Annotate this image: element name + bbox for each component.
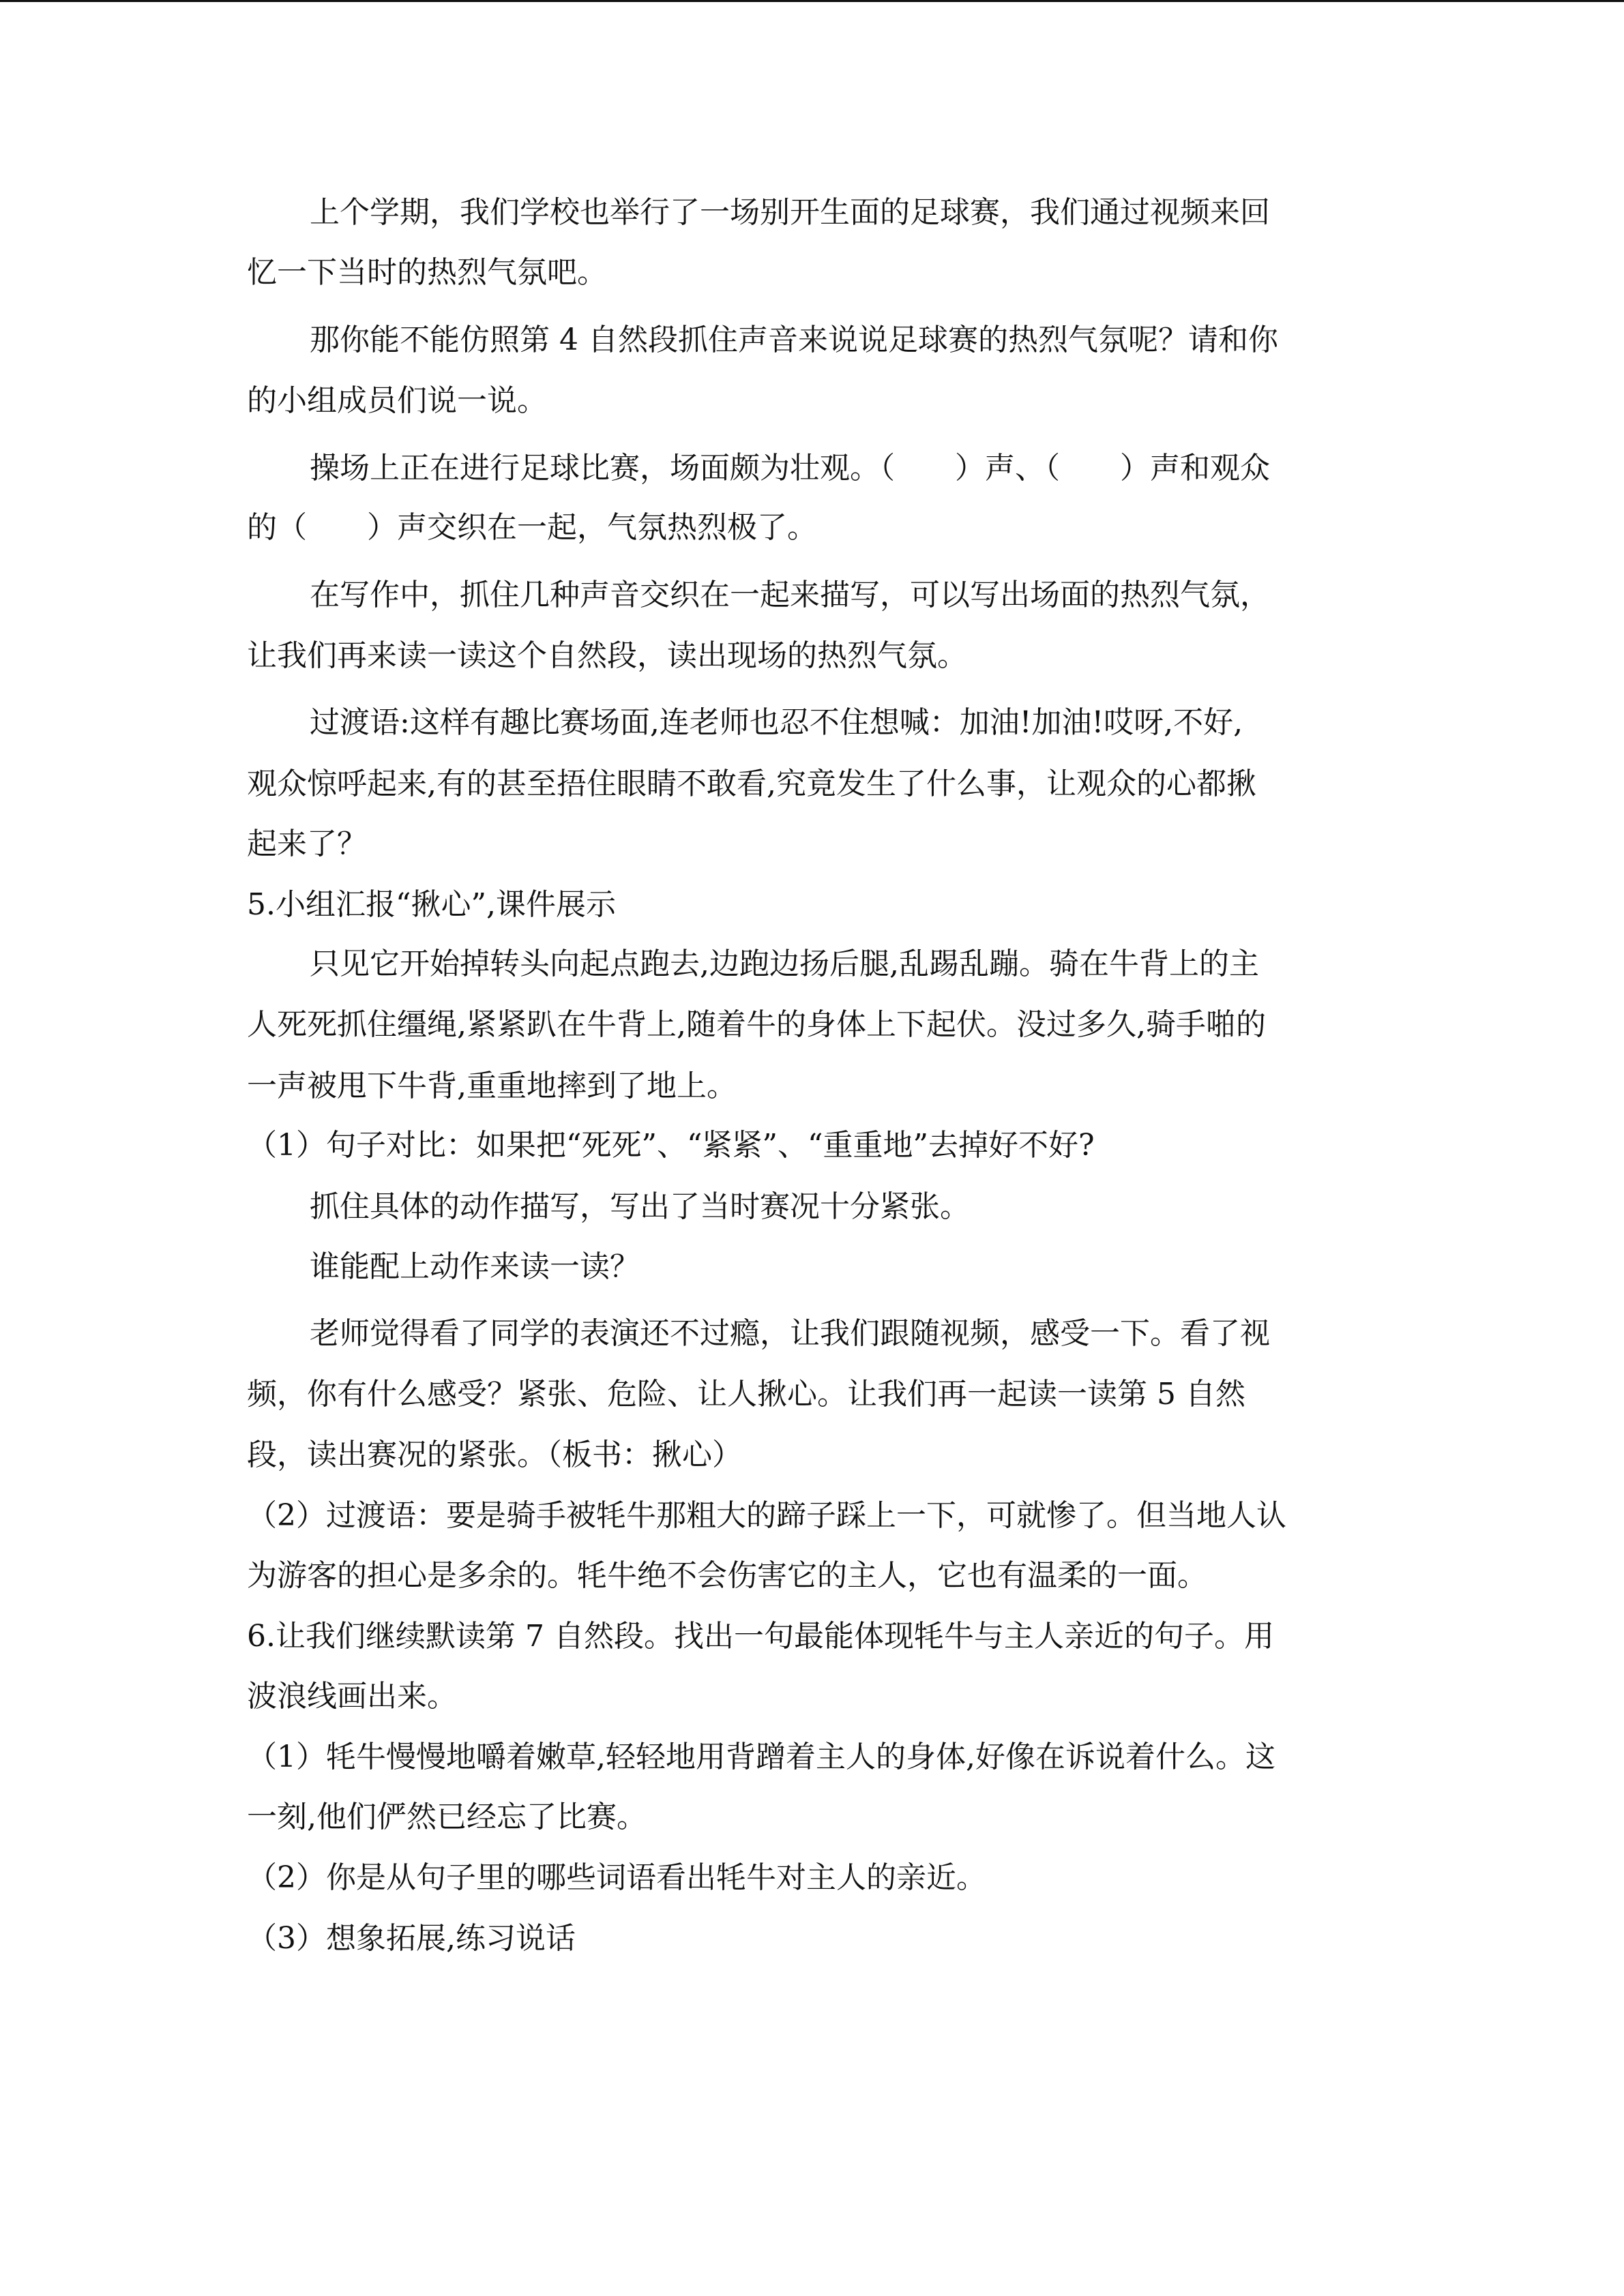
text-line: 人死死抓住缰绳,紧紧趴在牛背上,随着牛的身体上下起伏。没过多久,骑手啪的 xyxy=(247,1007,1266,1042)
list-item: （1）牦牛慢慢地嚼着嫩草,轻轻地用背蹭着主人的身体,好像在诉说着什么。这 xyxy=(247,1740,1275,1774)
list-item: （2）过渡语：要是骑手被牦牛那粗大的蹄子踩上一下，可就惨了。但当地人认 xyxy=(247,1498,1286,1533)
text-line: 上个学期，我们学校也举行了一场别开生面的足球赛，我们通过视频来回 xyxy=(310,195,1270,230)
text-line: 的（ ）声交织在一起，气氛热烈极了。 xyxy=(247,510,817,545)
text-line: 一声被甩下牛背,重重地摔到了地上。 xyxy=(247,1069,737,1103)
list-item: （1）句子对比：如果把“死死”、“紧紧”、“重重地”去掉好不好? xyxy=(247,1128,1095,1163)
text-line: 起来了？ xyxy=(247,826,367,861)
text-line: 为游客的担心是多余的。牦牛绝不会伤害它的主人，它也有温柔的一面。 xyxy=(247,1558,1207,1593)
section-heading: 6.让我们继续默读第 7 自然段。找出一句最能体现牦牛与主人亲近的句子。用 xyxy=(247,1619,1274,1654)
text-line: 抓住具体的动作描写，写出了当时赛况十分紧张。 xyxy=(310,1189,970,1224)
text-line: 忆一下当时的热烈气氛吧。 xyxy=(247,255,607,290)
section-heading: 5.小组汇报“揪心”,课件展示 xyxy=(247,887,616,922)
top-border-line xyxy=(0,0,1624,2)
text-line: 观众惊呼起来,有的甚至捂住眼睛不敢看,究竟发生了什么事，让观众的心都揪 xyxy=(247,766,1256,801)
text-line: 让我们再来读一读这个自然段，读出现场的热烈气氛。 xyxy=(247,638,967,673)
text-line: 一刻,他们俨然已经忘了比赛。 xyxy=(247,1800,647,1834)
text-line: 的小组成员们说一说。 xyxy=(247,383,547,418)
text-line: 在写作中，抓住几种声音交织在一起来描写，可以写出场面的热烈气氛， xyxy=(310,578,1270,612)
text-line: 老师觉得看了同学的表演还不过瘾，让我们跟随视频，感受一下。看了视 xyxy=(310,1316,1270,1351)
text-line: 过渡语:这样有趣比赛场面,连老师也忍不住想喊：加油!加油!哎呀,不好, xyxy=(310,705,1243,740)
text-line: 谁能配上动作来读一读？ xyxy=(310,1249,640,1284)
text-line: 波浪线画出来。 xyxy=(247,1679,457,1714)
list-item: （3）想象拓展,练习说话 xyxy=(247,1921,576,1956)
text-line: 段，读出赛况的紧张。（板书：揪心） xyxy=(247,1437,742,1472)
text-line: 操场上正在进行足球比赛，场面颇为壮观。（ ）声、（ ）声和观众 xyxy=(310,451,1270,486)
text-line: 频，你有什么感受？紧张、危险、让人揪心。让我们再一起读一读第 5 自然 xyxy=(247,1377,1245,1412)
text-line: 只见它开始掉转头向起点跑去,边跑边扬后腿,乱踢乱蹦。骑在牛背上的主 xyxy=(310,946,1259,981)
text-line: 那你能不能仿照第 4 自然段抓住声音来说说足球赛的热烈气氛呢？请和你 xyxy=(310,323,1278,357)
list-item: （2）你是从句子里的哪些词语看出牦牛对主人的亲近。 xyxy=(247,1860,986,1895)
